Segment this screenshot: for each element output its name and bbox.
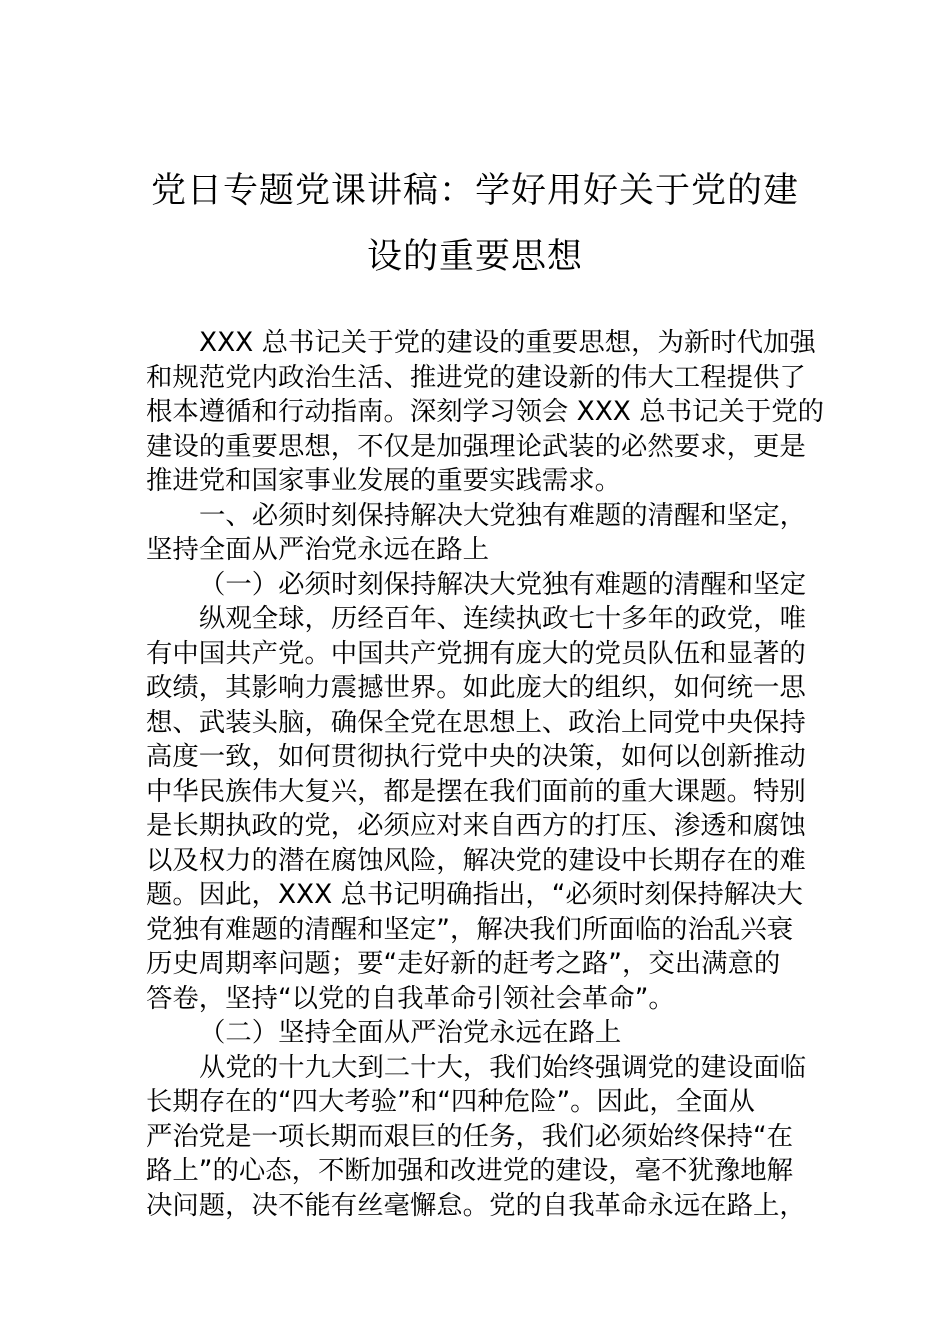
document-body (146, 326, 824, 1223)
paragraph-line: 决问题，决不能有丝毫懈怠。党的自我革命永远在路上， (146, 1189, 806, 1221)
paragraph-line: 和规范党内政治生活、推进党的建设新的伟大工程提供了 (146, 361, 806, 393)
section-heading-line: 坚持全面从严治党永远在路上 (146, 534, 490, 565)
paragraph-line: 有中国共产党。中国共产党拥有庞大的党员队伍和显著的 (146, 637, 806, 669)
subsection-heading: （二）坚持全面从严治党永远在路上 (199, 1017, 622, 1048)
paragraph-line: 中华民族伟大复兴，都是摆在我们面前的重大课题。特别 (146, 775, 806, 807)
paragraph-line: 想、武装头脑，确保全党在思想上、政治上同党中央保持 (146, 706, 806, 738)
subsection-heading: （一）必须时刻保持解决大党独有难题的清醒和坚定 (199, 568, 806, 600)
title-line: 设的重要思想 (366, 237, 583, 277)
paragraph-line: 是长期执政的党，必须应对来自西方的打压、渗透和腐蚀 (146, 810, 806, 841)
paragraph-line: 题。因此，XXX 总书记明确指出，“必须时刻保持解决大 (146, 879, 803, 910)
paragraph-line: 答卷，坚持“以党的自我革命引领社会革命”。 (146, 982, 675, 1014)
paragraph-line: 历史周期率问题；要“走好新的赶考之路”，交出满意的 (146, 948, 781, 979)
document-title (145, 158, 805, 290)
paragraph-line: 高度一致，如何贯彻执行党中央的决策，如何以创新推动 (146, 741, 806, 772)
section-heading-line: 一、必须时刻保持解决大党独有难题的清醒和坚定， (199, 499, 806, 531)
paragraph-line: 路上”的心态，不断加强和改进党的建设，毫不犹豫地解 (146, 1155, 794, 1186)
paragraph-line: 党独有难题的清醒和坚定”，解决我们所面临的治乱兴衰 (146, 913, 794, 945)
paragraph-line: 根本遵循和行动指南。深刻学习领会 XXX 总书记关于党的 (146, 396, 824, 427)
paragraph-line: 推进党和国家事业发展的重要实践需求。 (146, 465, 622, 496)
title-line: 党日专题党课讲稿：学好用好关于党的建 (150, 171, 799, 211)
paragraph-line: 严治党是一项长期而艰巨的任务，我们必须始终保持“在 (146, 1120, 794, 1152)
paragraph-line: 政绩，其影响力震撼世界。如此庞大的组织，如何统一思 (146, 672, 806, 703)
paragraph-line: 长期存在的“四大考验”和“四种危险”。因此，全面从 (146, 1086, 755, 1117)
paragraph-line: XXX 总书记关于党的建设的重要思想，为新时代加强 (199, 327, 816, 358)
paragraph-line: 从党的十九大到二十大，我们始终强调党的建设面临 (199, 1051, 806, 1083)
paragraph-line: 纵观全球，历经百年、连续执政七十多年的政党，唯 (199, 603, 806, 634)
paragraph-line: 以及权力的潜在腐蚀风险，解决党的建设中长期存在的难 (146, 844, 806, 876)
paragraph-line: 建设的重要思想，不仅是加强理论武装的必然要求，更是 (146, 430, 806, 462)
